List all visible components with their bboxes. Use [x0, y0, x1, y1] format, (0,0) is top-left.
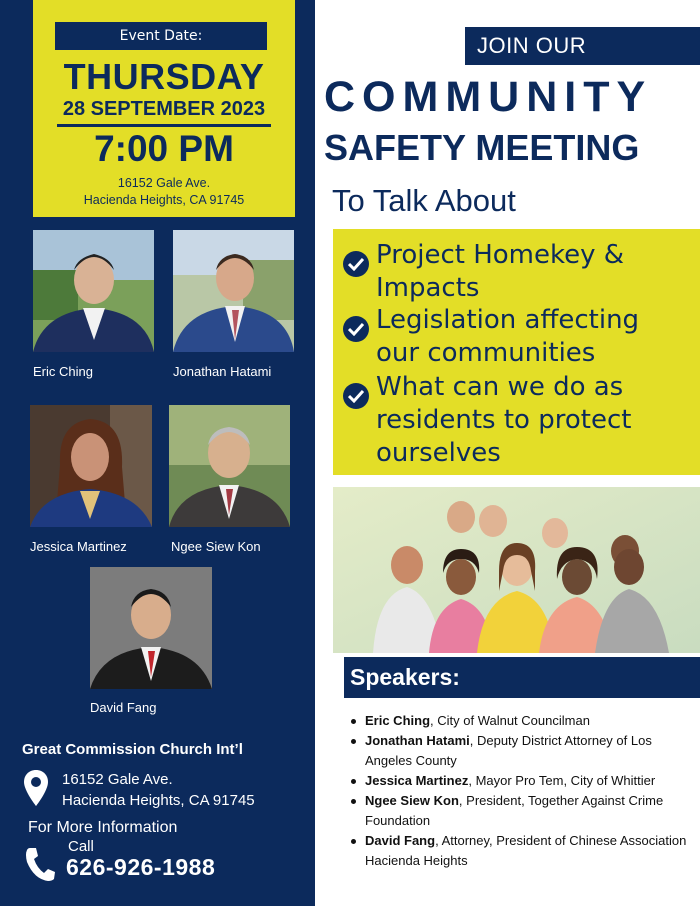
venue-address	[62, 769, 255, 811]
speaker-name: Jessica Martinez	[365, 773, 469, 788]
event-address	[33, 175, 295, 209]
speaker-photo-ngee-siew-kon	[169, 405, 290, 527]
speaker-role: , President, Together Against Crime Foundation	[365, 793, 664, 828]
title-line2: SAFETY MEETING	[324, 127, 640, 168]
speaker-name: Jonathan Hatami	[365, 733, 470, 748]
speaker-name-jessica-martinez: Jessica Martinez	[30, 539, 127, 554]
event-address-line1: 16152 Gale Ave.	[117, 176, 211, 190]
event-date-box	[33, 0, 295, 217]
event-day: THURSDAY	[63, 56, 265, 97]
list-item	[349, 771, 689, 791]
phone-icon	[24, 846, 56, 886]
topic-text: Legislation affecting our communities	[376, 305, 640, 368]
speakers-list	[349, 711, 689, 871]
speaker-photo-eric-ching	[33, 230, 154, 352]
subtitle: To Talk About	[332, 183, 516, 218]
speaker-name: Eric Ching	[365, 713, 431, 728]
more-info-label: For More Information	[28, 819, 178, 836]
event-date: 28 SEPTEMBER 2023	[62, 98, 266, 120]
join-banner: JOIN OUR	[465, 27, 700, 65]
title-line1: COMMUNITY	[324, 73, 653, 121]
speaker-role: , Mayor Pro Tem, City of Whittier	[468, 773, 656, 788]
community-group-photo	[333, 487, 700, 653]
check-icon	[343, 383, 369, 409]
divider	[57, 124, 271, 127]
event-address-line2: Hacienda Heights, CA 91745	[83, 193, 245, 207]
speaker-name-jonathan-hatami: Jonathan Hatami	[173, 364, 272, 379]
check-icon	[343, 251, 369, 277]
list-item	[349, 711, 689, 731]
speaker-photo-jessica-martinez	[30, 405, 152, 527]
topics-box	[333, 229, 700, 475]
speaker-role: , Attorney, President of Chinese Association Hacienda Heights	[365, 833, 687, 868]
topic-text: Project Homekey & Impacts	[376, 240, 625, 303]
speaker-name: Ngee Siew Kon	[365, 793, 459, 808]
speaker-photo-david-fang	[90, 567, 212, 689]
speakers-heading: Speakers:	[344, 657, 700, 698]
left-panel	[0, 0, 315, 906]
speaker-name-eric-ching: Eric Ching	[33, 364, 93, 379]
speaker-role: , City of Walnut Councilman	[430, 713, 590, 728]
speaker-photo-jonathan-hatami	[173, 230, 294, 352]
list-item	[349, 831, 689, 871]
speaker-role: , Deputy District Attorney of Los Angeles County	[365, 733, 652, 768]
speaker-name-david-fang: David Fang	[90, 700, 157, 715]
check-icon	[343, 316, 369, 342]
speaker-name: David Fang	[365, 833, 436, 848]
topic-text: What can we do as residents to protect ourselves	[376, 372, 632, 468]
event-time: 7:00 PM	[94, 128, 234, 169]
event-date-label: Event Date:	[55, 22, 267, 50]
call-label: Call	[68, 838, 94, 855]
list-item	[349, 731, 689, 771]
phone-number[interactable]: 626-926-1988	[66, 854, 216, 880]
venue-name: Great Commission Church Int’l	[22, 741, 243, 758]
list-item	[349, 791, 689, 831]
venue-address-line1: 16152 Gale Ave.	[62, 771, 173, 788]
venue-address-line2: Hacienda Heights, CA 91745	[62, 792, 255, 809]
location-pin-icon	[24, 770, 48, 810]
speaker-name-ngee-siew-kon: Ngee Siew Kon	[171, 539, 261, 554]
